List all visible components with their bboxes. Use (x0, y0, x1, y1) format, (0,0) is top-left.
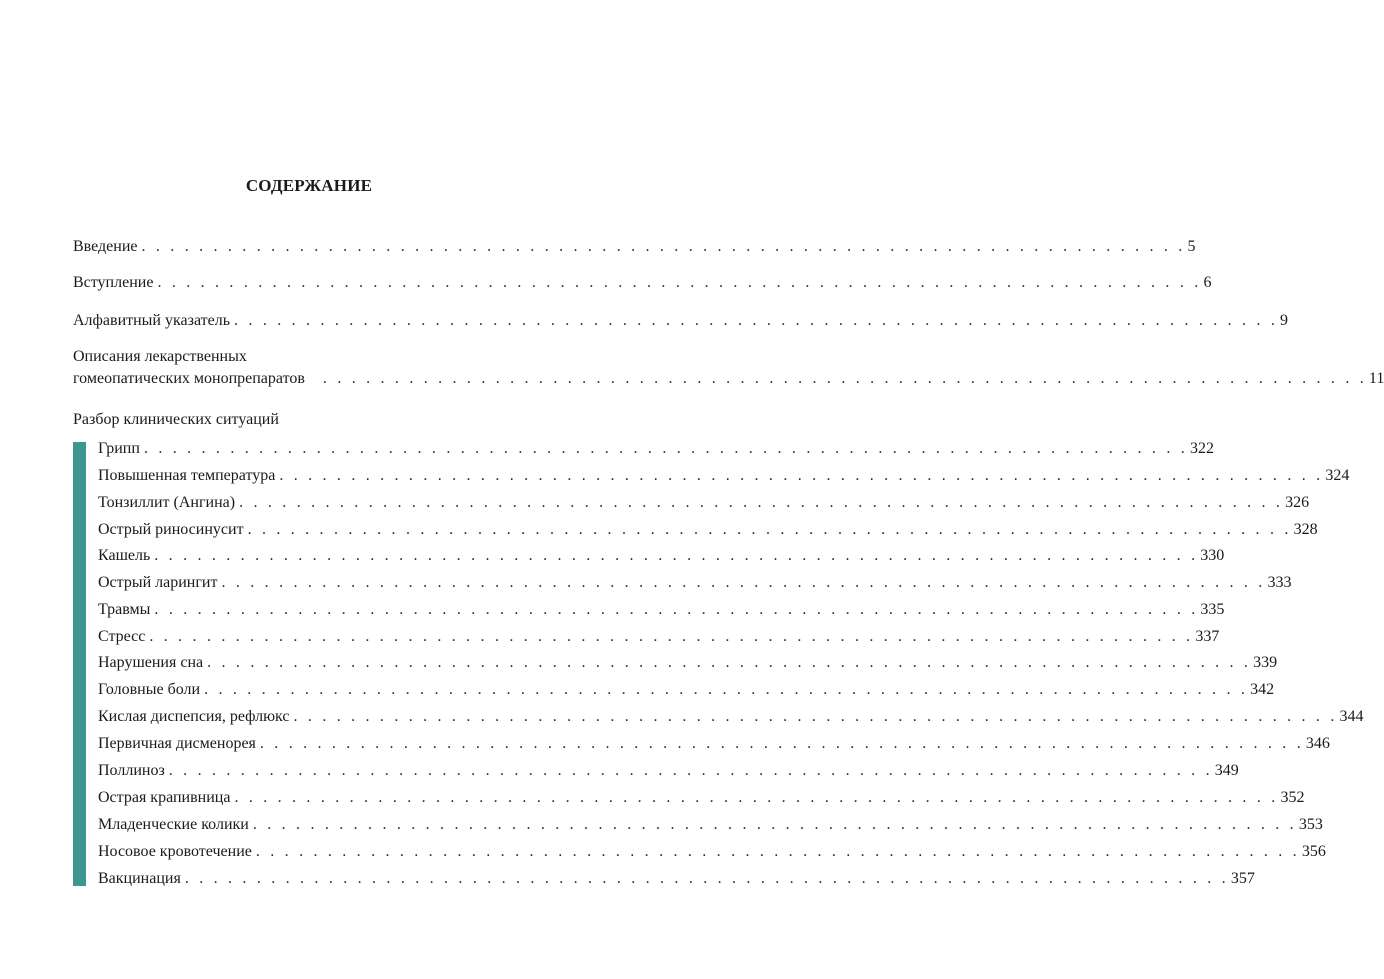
toc-leader-dots: . . . . . . . . . . . . . . . . . . . . . . . . . . . . . . . . . . . . . . . . . . . . . . . . . . . . . . . . . . . . . . . . . . . . . . . . . (184, 870, 1229, 887)
toc-entry-label: Головные боли (98, 681, 201, 698)
toc-entry-label: Грипп (98, 440, 140, 457)
toc-entry-label: Вступление (73, 274, 154, 291)
toc-page-number: 353 (1298, 816, 1323, 833)
toc-leader-dots: . . . . . . . . . . . . . . . . . . . . . . . . . . . . . . . . . . . . . . . . . . . . . . . . . . . . . . . . . . . . . . . . . . . . . . . . . (239, 494, 1284, 511)
toc-entry-label: Острый риносинусит (98, 521, 244, 538)
toc-page-number: 339 (1253, 654, 1278, 671)
toc-leader-dots: . . . . . . . . . . . . . . . . . . . . . . . . . . . . . . . . . . . . . . . . . . . . . . . . . . . . . . . . . . . . . . . . . . . . . . . . . (157, 274, 1202, 291)
toc-entry-descriptions[interactable] (73, 369, 1384, 389)
toc-entry-label: гомеопатических монопрепаратов (73, 370, 305, 387)
toc-leader-dots: . . . . . . . . . . . . . . . . . . . . . . . . . . . . . . . . . . . . . . . . . . . . . . . . . . . . . . . . . . . . . . . . . . . . . . . . . (247, 521, 1292, 538)
toc-entry-intro[interactable] (73, 237, 1196, 257)
toc-page-number: 333 (1267, 574, 1292, 591)
toc-sub-entry[interactable] (98, 466, 1350, 486)
toc-entry-label: Острый ларингит (98, 574, 218, 591)
toc-leader-dots: . . . . . . . . . . . . . . . . . . . . . . . . . . . . . . . . . . . . . . . . . . . . . . . . . . . . . . . . . . . . . . . . . . . . . . . . . (149, 628, 1194, 645)
toc-page-number: 342 (1250, 681, 1275, 698)
toc-page-number: 324 (1325, 467, 1350, 484)
toc-entry-label: Кашель (98, 547, 151, 564)
page-title: СОДЕРЖАНИЕ (245, 176, 373, 195)
toc-sub-entry[interactable] (98, 573, 1292, 593)
toc-page-number: 344 (1339, 708, 1364, 725)
toc-sub-entry[interactable] (98, 680, 1275, 700)
toc-page-number: 357 (1230, 870, 1255, 887)
toc-page-number: 352 (1280, 789, 1305, 806)
toc-entry-label: Младенческие колики (98, 816, 249, 833)
toc-entry-label: Носовое кровотечение (98, 843, 252, 860)
toc-page-number: 337 (1195, 628, 1220, 645)
toc-page-number: 5 (1187, 238, 1196, 255)
toc-entry-label: Первичная дисменорея (98, 735, 256, 752)
toc-page-number: 335 (1200, 601, 1225, 618)
toc-sub-entry[interactable] (98, 653, 1278, 673)
toc-entry-label: Поллиноз (98, 762, 165, 779)
toc-leader-dots: . . . . . . . . . . . . . . . . . . . . . . . . . . . . . . . . . . . . . . . . . . . . . . . . . . . . . . . . . . . . . . . . . . . . . . . . . (141, 238, 1186, 255)
toc-sub-entry[interactable] (98, 788, 1305, 808)
toc-leader-dots: . . . . . . . . . . . . . . . . . . . . . . . . . . . . . . . . . . . . . . . . . . . . . . . . . . . . . . . . . . . . . . . . . . . . . . . . . (293, 708, 1338, 725)
toc-leader-dots: . . . . . . . . . . . . . . . . . . . . . . . . . . . . . . . . . . . . . . . . . . . . . . . . . . . . . . . . . . . . . . . . . . . . . . . . . (252, 816, 1297, 833)
toc-entry-label: Стресс (98, 628, 146, 645)
toc-sub-entry[interactable] (98, 627, 1220, 647)
toc-entry-label: Введение (73, 238, 138, 255)
toc-sub-entry[interactable] (98, 439, 1214, 459)
toc-entry-label: Острая крапивница (98, 789, 231, 806)
toc-sub-entry[interactable] (98, 815, 1323, 835)
toc-leader-dots: . . . . . . . . . . . . . . . . . . . . . . . . . . . . . . . . . . . . . . . . . . . . . . . . . . . . . . . . . . . . . . . . . . . . . . . . . (255, 843, 1300, 860)
toc-entry-alpha-index[interactable] (73, 311, 1289, 331)
toc-sub-entry[interactable] (98, 761, 1239, 781)
toc-entry-descriptions-line1: Описания лекарственных (73, 348, 247, 365)
toc-entry-label: Тонзиллит (Ангина) (98, 494, 236, 511)
toc-leader-dots: . . . . . . . . . . . . . . . . . . . . . . . . . . . . . . . . . . . . . . . . . . . . . . . . . . . . . . . . . . . . . . . . . . . . . . . . . (322, 370, 1367, 387)
toc-leader-dots: . . . . . . . . . . . . . . . . . . . . . . . . . . . . . . . . . . . . . . . . . . . . . . . . . . . . . . . . . . . . . . . . . . . . . . . . . (143, 440, 1188, 457)
toc-page-number: 326 (1285, 494, 1310, 511)
toc-section-clinical[interactable]: Разбор клинических ситуаций (73, 411, 279, 428)
toc-page-number: 349 (1214, 762, 1239, 779)
toc-leader-dots: . . . . . . . . . . . . . . . . . . . . . . . . . . . . . . . . . . . . . . . . . . . . . . . . . . . . . . . . . . . . . . . . . . . . . . . . . (234, 312, 1279, 329)
toc-leader-dots: . . . . . . . . . . . . . . . . . . . . . . . . . . . . . . . . . . . . . . . . . . . . . . . . . . . . . . . . . . . . . . . . . . . . . . . . . (154, 547, 1199, 564)
toc-entry-label: Вакцинация (98, 870, 181, 887)
toc-page-number: 6 (1203, 274, 1212, 291)
toc-entry-label: Алфавитный указатель (73, 312, 231, 329)
toc-page-number: 328 (1293, 521, 1318, 538)
toc-leader-dots: . . . . . . . . . . . . . . . . . . . . . . . . . . . . . . . . . . . . . . . . . . . . . . . . . . . . . . . . . . . . . . . . . . . . . . . . . (234, 789, 1279, 806)
toc-page-number: 322 (1189, 440, 1214, 457)
toc-sub-entry[interactable] (98, 869, 1255, 889)
toc-page-number: 9 (1280, 312, 1289, 329)
toc-sub-entry[interactable] (98, 493, 1310, 513)
toc-sub-entry[interactable] (98, 707, 1364, 727)
toc-leader-dots: . . . . . . . . . . . . . . . . . . . . . . . . . . . . . . . . . . . . . . . . . . . . . . . . . . . . . . . . . . . . . . . . . . . . . . . . . (207, 654, 1252, 671)
toc-entry-label: Кислая диспепсия, рефлюкс (98, 708, 290, 725)
toc-leader-dots: . . . . . . . . . . . . . . . . . . . . . . . . . . . . . . . . . . . . . . . . . . . . . . . . . . . . . . . . . . . . . . . . . . . . . . . . . (168, 762, 1213, 779)
toc-entry-label: Травмы (98, 601, 151, 618)
toc-entry-label: Повышенная температура (98, 467, 276, 484)
section-accent-bar (73, 442, 86, 886)
toc-sub-entry[interactable] (98, 842, 1326, 862)
toc-sub-entry[interactable] (98, 520, 1318, 540)
toc-page-number: 330 (1200, 547, 1225, 564)
toc-leader-dots: . . . . . . . . . . . . . . . . . . . . . . . . . . . . . . . . . . . . . . . . . . . . . . . . . . . . . . . . . . . . . . . . . . . . . . . . . (204, 681, 1249, 698)
toc-leader-dots: . . . . . . . . . . . . . . . . . . . . . . . . . . . . . . . . . . . . . . . . . . . . . . . . . . . . . . . . . . . . . . . . . . . . . . . . . (154, 601, 1199, 618)
toc-page-number: 346 (1305, 735, 1330, 752)
toc-sub-entry[interactable] (98, 546, 1225, 566)
toc-entry-label: Нарушения сна (98, 654, 204, 671)
toc-leader-dots: . . . . . . . . . . . . . . . . . . . . . . . . . . . . . . . . . . . . . . . . . . . . . . . . . . . . . . . . . . . . . . . . . . . . . . . . . (221, 574, 1266, 591)
toc-sub-entry[interactable] (98, 600, 1225, 620)
toc-entry-preface[interactable] (73, 273, 1212, 293)
toc-leader-dots: . . . . . . . . . . . . . . . . . . . . . . . . . . . . . . . . . . . . . . . . . . . . . . . . . . . . . . . . . . . . . . . . . . . . . . . . . (279, 467, 1324, 484)
toc-page-number: 356 (1301, 843, 1326, 860)
toc-page-number: 11 (1368, 370, 1384, 387)
toc-sub-entry[interactable] (98, 734, 1330, 754)
toc-leader-dots: . . . . . . . . . . . . . . . . . . . . . . . . . . . . . . . . . . . . . . . . . . . . . . . . . . . . . . . . . . . . . . . . . . . . . . . . . (259, 735, 1304, 752)
